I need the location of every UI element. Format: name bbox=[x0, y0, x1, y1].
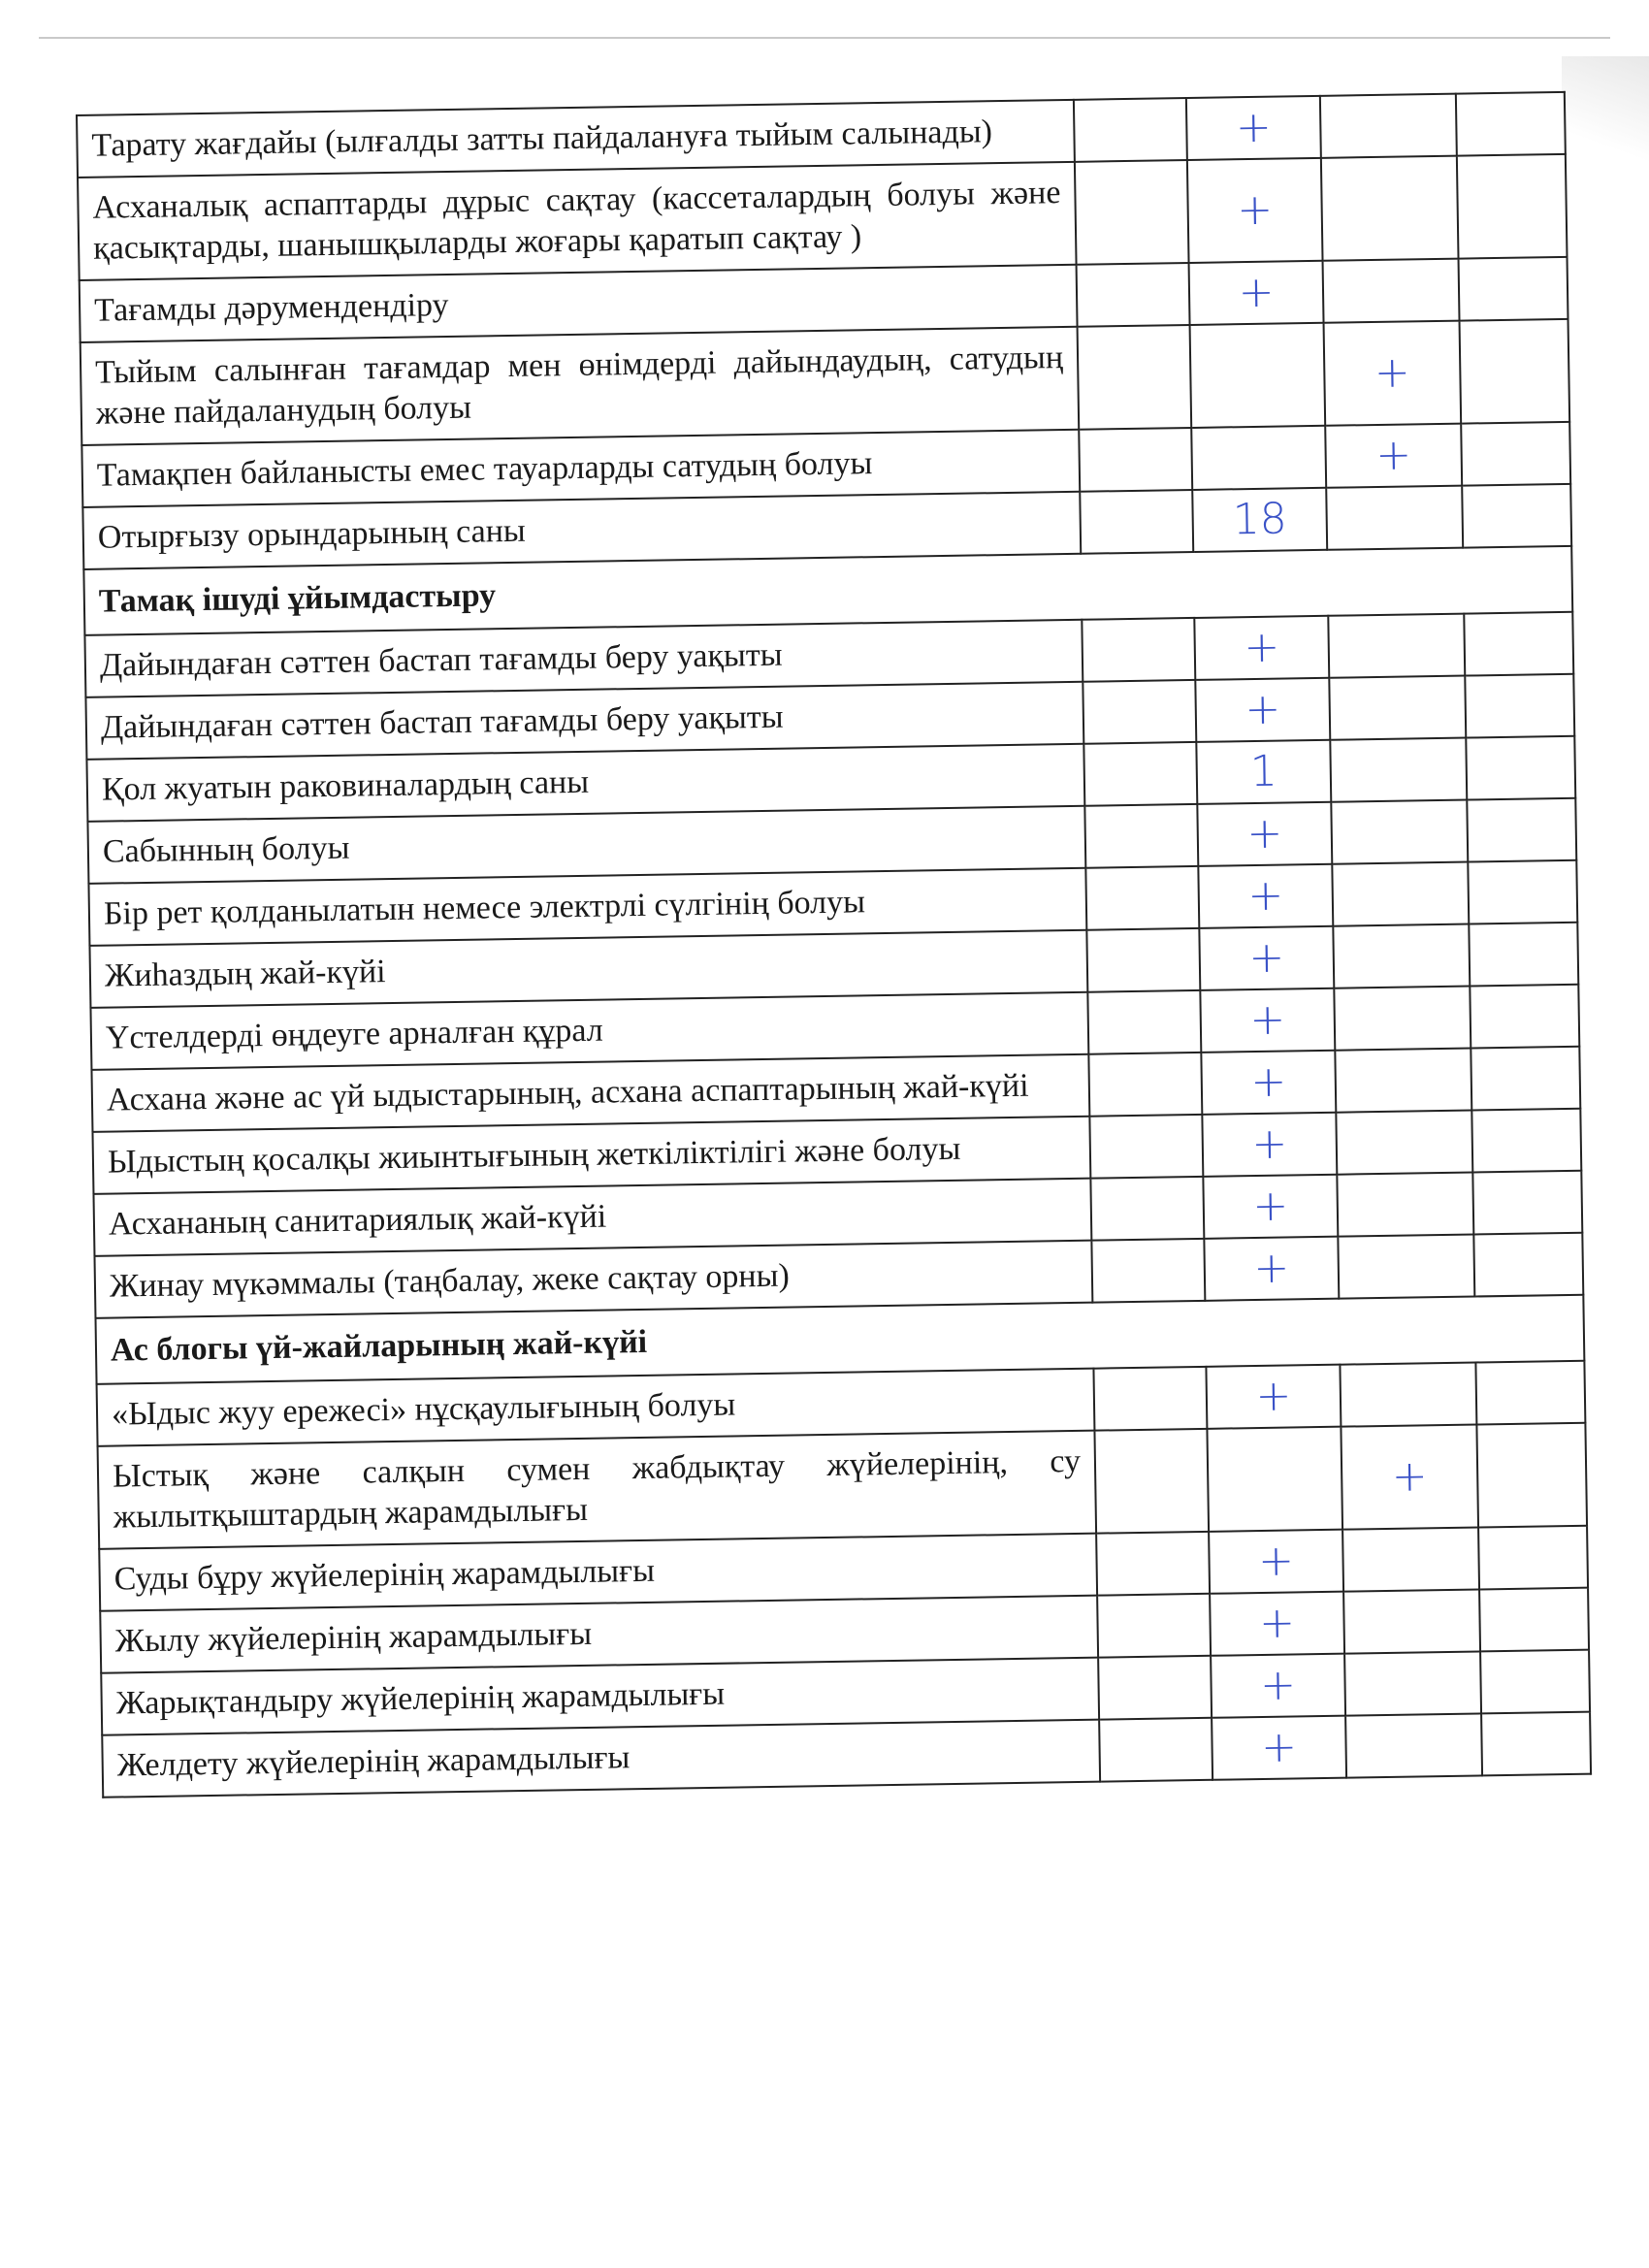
folded-corner bbox=[1562, 56, 1649, 202]
criterion-text: Сабынның болуы bbox=[87, 806, 1085, 884]
mark-cell-4 bbox=[1462, 484, 1571, 548]
mark-cell-4 bbox=[1475, 1361, 1585, 1425]
criterion-text: Дайындаған сәттен бастап тағамды беру уақыты bbox=[85, 682, 1083, 760]
criterion-text: Желдету жүйелерінің жарамдылығы bbox=[102, 1720, 1100, 1798]
mark-cell-3 bbox=[1329, 676, 1466, 740]
mark-cell-4 bbox=[1479, 1588, 1589, 1652]
mark-cell-1 bbox=[1075, 160, 1189, 265]
mark-cell-1 bbox=[1086, 928, 1200, 992]
criterion-text: Тамақпен байланысты емес тауарларды сатудың болуы bbox=[81, 430, 1080, 507]
mark-cell-3 bbox=[1323, 259, 1460, 323]
criterion-text: Тыйым салынған тағамдар мен өнімдерді дайындаудың, сатудың және пайдаланудың болуы bbox=[81, 327, 1080, 445]
mark-cell-1 bbox=[1099, 1718, 1212, 1782]
mark-cell-1 bbox=[1098, 1656, 1212, 1720]
mark-cell-1 bbox=[1091, 1239, 1205, 1303]
mark-cell-1 bbox=[1083, 680, 1196, 744]
checklist-body bbox=[77, 92, 1591, 1798]
criterion-text: Бір рет қолданылатын немесе электрлі сүлгінің болуы bbox=[88, 868, 1086, 946]
criterion-text: Отырғызу орындарының саны bbox=[82, 492, 1081, 569]
mark-cell-3 bbox=[1326, 486, 1463, 550]
criterion-text: «Ыдыс жуу ережесі» нұсқаулығының болуы bbox=[97, 1369, 1095, 1446]
mark-cell-3 bbox=[1336, 1111, 1472, 1175]
criterion-text: Тарату жағдайы (ылғалды затты пайдалануға тыйым салынады) bbox=[77, 100, 1075, 178]
mark-cell-3 bbox=[1338, 1235, 1474, 1299]
mark-cell-4 bbox=[1461, 422, 1570, 486]
mark-cell-2: + bbox=[1206, 1365, 1341, 1429]
mark-cell-4 bbox=[1469, 923, 1578, 987]
mark-cell-2: + bbox=[1194, 616, 1329, 680]
mark-cell-4 bbox=[1473, 1233, 1583, 1297]
mark-cell-4 bbox=[1456, 92, 1566, 156]
mark-cell-1 bbox=[1082, 618, 1195, 682]
criterion-text: Суды бұру жүйелерінің жарамдылығы bbox=[99, 1534, 1097, 1611]
mark-cell-2: + bbox=[1189, 261, 1324, 325]
mark-cell-3 bbox=[1342, 1527, 1479, 1591]
mark-cell-3 bbox=[1320, 94, 1457, 158]
mark-cell-4 bbox=[1481, 1712, 1591, 1776]
mark-cell-1 bbox=[1080, 490, 1193, 554]
mark-cell-4 bbox=[1464, 612, 1573, 676]
mark-cell-1 bbox=[1077, 263, 1190, 327]
mark-cell-2: + bbox=[1210, 1592, 1344, 1656]
checklist-table bbox=[76, 91, 1592, 1798]
mark-cell-3 bbox=[1340, 1362, 1476, 1426]
mark-cell-4 bbox=[1468, 860, 1577, 924]
criterion-text: Жарықтандыру жүйелерінің жарамдылығы bbox=[101, 1658, 1099, 1735]
criterion-text: Асханалық аспаптарды дұрыс сақтау (кассеталардың болуы және қасықтарды, шанышқыларды жоғары қаратып сақтау ) bbox=[78, 162, 1077, 280]
mark-cell-3: + bbox=[1325, 424, 1462, 488]
mark-cell-2 bbox=[1207, 1427, 1342, 1532]
criterion-text: Ыстық және салқын сумен жабдықтау жүйелерінің, су жылытқыштардың жарамдылығы bbox=[98, 1431, 1097, 1549]
mark-cell-1 bbox=[1088, 1053, 1202, 1117]
mark-cell-1 bbox=[1093, 1367, 1207, 1431]
criterion-text: Қол жуатын раковиналардың саны bbox=[86, 744, 1084, 822]
mark-cell-2: + bbox=[1204, 1237, 1339, 1301]
mark-cell-3 bbox=[1332, 862, 1469, 926]
mark-cell-4 bbox=[1470, 985, 1579, 1049]
mark-cell-1 bbox=[1087, 990, 1201, 1054]
mark-cell-2: + bbox=[1200, 988, 1335, 1053]
mark-cell-2 bbox=[1191, 426, 1326, 490]
mark-cell-2: + bbox=[1212, 1716, 1346, 1780]
mark-cell-1 bbox=[1079, 428, 1192, 492]
mark-cell-3: + bbox=[1341, 1424, 1478, 1529]
mark-cell-4 bbox=[1472, 1171, 1582, 1235]
mark-cell-4 bbox=[1466, 736, 1575, 800]
criterion-text: Жинау мүкәммалы (таңбалау, жеке сақтау орны) bbox=[94, 1241, 1092, 1318]
mark-cell-2: + bbox=[1199, 926, 1334, 990]
mark-cell-1 bbox=[1078, 325, 1192, 430]
mark-cell-2: + bbox=[1201, 1051, 1336, 1115]
checklist-sheet bbox=[76, 91, 1590, 1798]
criterion-text: Асхана және ас үй ыдыстарының, асхана аспаптарының жай-күйі bbox=[91, 1054, 1089, 1132]
criterion-text: Тағамды дәрумендендіру bbox=[80, 265, 1078, 342]
criterion-text: Дайындаған сәттен бастап тағамды беру уақыты bbox=[84, 620, 1083, 697]
mark-cell-4 bbox=[1471, 1109, 1581, 1173]
section-title: Тамақ ішуді ұйымдастыру bbox=[83, 546, 1572, 635]
mark-cell-2: 18 bbox=[1192, 488, 1327, 552]
section-title: Ас блогы үй-жайларының жай-күйі bbox=[95, 1295, 1584, 1384]
mark-cell-2: + bbox=[1197, 802, 1332, 866]
mark-cell-3 bbox=[1328, 614, 1465, 678]
mark-cell-3: + bbox=[1324, 321, 1462, 426]
mark-cell-4 bbox=[1457, 154, 1568, 259]
mark-cell-1 bbox=[1085, 866, 1199, 930]
mark-cell-4 bbox=[1467, 798, 1576, 862]
mark-cell-2: + bbox=[1198, 864, 1333, 928]
mark-cell-2: + bbox=[1209, 1530, 1343, 1594]
mark-cell-4 bbox=[1465, 674, 1574, 738]
mark-cell-4 bbox=[1480, 1650, 1590, 1714]
mark-cell-1 bbox=[1094, 1429, 1209, 1534]
mark-cell-1 bbox=[1084, 804, 1198, 868]
mark-cell-4 bbox=[1478, 1526, 1588, 1590]
mark-cell-2: + bbox=[1202, 1113, 1337, 1177]
mark-cell-3 bbox=[1321, 156, 1459, 261]
mark-cell-4 bbox=[1460, 319, 1570, 424]
mark-cell-1 bbox=[1097, 1594, 1211, 1658]
mark-cell-2: 1 bbox=[1196, 740, 1331, 804]
mark-cell-1 bbox=[1089, 1115, 1203, 1179]
mark-cell-2: + bbox=[1186, 96, 1321, 160]
mark-cell-1 bbox=[1090, 1177, 1204, 1241]
mark-cell-2: + bbox=[1211, 1654, 1345, 1718]
criterion-text: Жиһаздың жай-күйі bbox=[89, 930, 1087, 1008]
mark-cell-2: + bbox=[1203, 1175, 1338, 1239]
mark-cell-2: + bbox=[1187, 158, 1323, 263]
scan-top-edge bbox=[39, 37, 1610, 39]
mark-cell-3 bbox=[1345, 1713, 1482, 1777]
criterion-text: Үстелдерді өңдеуге арналған құрал bbox=[90, 992, 1088, 1070]
mark-cell-3 bbox=[1333, 924, 1470, 988]
mark-cell-1 bbox=[1083, 742, 1197, 806]
mark-cell-3 bbox=[1330, 738, 1467, 802]
criterion-text: Жылу жүйелерінің жарамдылығы bbox=[100, 1596, 1098, 1673]
mark-cell-4 bbox=[1476, 1423, 1587, 1528]
mark-cell-1 bbox=[1096, 1532, 1210, 1596]
mark-cell-3 bbox=[1343, 1589, 1480, 1653]
mark-cell-4 bbox=[1471, 1047, 1580, 1111]
mark-cell-3 bbox=[1331, 800, 1468, 864]
mark-cell-4 bbox=[1459, 257, 1568, 321]
mark-cell-3 bbox=[1344, 1651, 1481, 1715]
mark-cell-2: + bbox=[1195, 678, 1330, 742]
mark-cell-3 bbox=[1337, 1173, 1473, 1237]
mark-cell-3 bbox=[1334, 987, 1471, 1051]
mark-cell-3 bbox=[1335, 1049, 1471, 1113]
mark-cell-2 bbox=[1190, 323, 1326, 428]
criterion-text: Ыдыстың қосалқы жиынтығының жеткіліктілігі және болуы bbox=[92, 1117, 1090, 1194]
mark-cell-1 bbox=[1074, 98, 1187, 162]
criterion-text: Асхананың санитариялық жай-күйі bbox=[93, 1179, 1091, 1256]
